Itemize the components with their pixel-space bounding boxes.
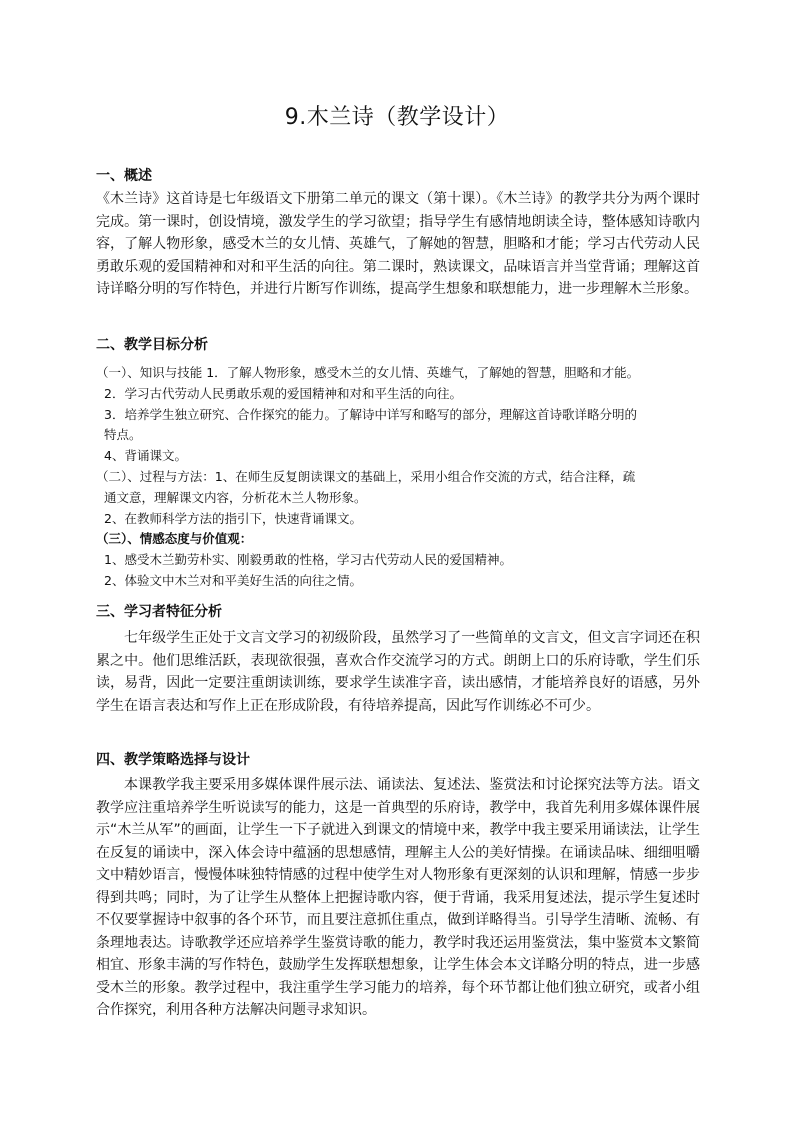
objective-line: 特点。	[104, 427, 142, 443]
objective-line: 4、背诵课文。	[104, 448, 187, 464]
objective-line: 1、感受木兰勤劳朴实、刚毅勇敢的性格，学习古代劳动人民的爱国精神。	[104, 552, 512, 568]
objective-line: 2．学习古代劳动人民勇敢乐观的爱国精神和对和平生活的向往。	[104, 385, 462, 401]
section-heading-strategy: 四、教学策略选择与设计	[96, 752, 250, 768]
section-heading-learners: 三、学习者特征分析	[96, 604, 222, 620]
objective-line: 3．培养学生独立研究、合作探究的能力。了解诗中详写和略写的部分，理解这首诗歌详略分明的	[104, 406, 637, 422]
objective-line: 2、体验文中木兰对和平美好生活的向往之情。	[104, 572, 362, 588]
section-heading-objectives: 二、教学目标分析	[96, 337, 208, 353]
section-body-learners: 七年级学生正处于文言文学习的初级阶段，虽然学习了一些简单的文言文，但文言字词还在积累之中。他们思维活跃，表现欲很强，喜欢合作交流学习的方式。朗朗上口的乐府诗歌，学生们乐读，易背，因此一定要注重朗读训练，要求学生读准字音，读出感情，才能培养良好的语感，另外学生在语言表达和写作上正在形成阶段，有待培养提高，因此写作训练必不可少。	[96, 630, 700, 714]
document-title: 9.木兰诗（教学设计）	[284, 105, 510, 130]
section-heading-overview: 一、概述	[96, 168, 152, 184]
section-body-overview: 《木兰诗》这首诗是七年级语文下册第二单元的课文（第十课）。《木兰诗》的教学共分为两个课时完成。第一课时，创设情境，激发学生的学习欲望；指导学生有感情地朗读全诗，整体感知诗歌内容，了解人物形象，感受木兰的女儿情、英雄气，了解她的智慧，胆略和才能；学习古代劳动人民勇敢乐观的爱国精神和对和平生活的向往。第二课时，熟读课文，品味语言并当堂背诵；理解这首诗详略分明的写作特色，并进行片断写作训练，提高学生想象和联想能力，进一步理解木兰形象。	[96, 191, 700, 297]
section-body-objectives	[96, 363, 700, 592]
objective-line: 2、在教师科学方法的指引下，快速背诵课文。	[104, 510, 362, 526]
section-body-strategy: 本课教学我主要采用多媒体课件展示法、诵读法、复述法、鉴赏法和讨论探究法等方法。语文教学应注重培养学生听说读写的能力，这是一首典型的乐府诗，教学中，我首先利用多媒体课件展示“木兰从军”的画面，让学生一下子就进入到课文的情境中来，教学中我主要采用诵读法，让学生在反复的诵读中，深入体会诗中蕴涵的思想感情，理解主人公的美好情操。在诵读品味、细细咀嚼文中精妙语言，慢慢体味独特情感的过程中使学生对人物形象有更深刻的认识和理解，情感一步步得到共鸣；同时，为了让学生从整体上把握诗歌内容，便于背诵，我采用复述法，提示学生复述时不仅要掌握诗中叙事的各个环节，而且要注意抓住重点，做到详略得当。引导学生清晰、流畅、有条理地表达。诗歌教学还应培养学生鉴赏诗歌的能力，教学时我还运用鉴赏法，集中鉴赏本文繁简相宜、形象丰满的写作特色，鼓励学生发挥联想想象，让学生体会本文详略分明的特点，进一步感受木兰的形象。教学过程中，我注重学生学习能力的培养，每个环节都让他们独立研究，或者小组合作探究，利用各种方法解决问题寻求知识。	[96, 777, 700, 1018]
objective-line: 通文意，理解课文内容，分析花木兰人物形象。	[104, 489, 367, 505]
objective-line: （一）、知识与技能 1．了解人物形象，感受木兰的女儿情、英雄气，了解她的智慧，胆略和才能。	[96, 365, 640, 380]
objective-line: （三）、情感态度与价值观：	[96, 531, 253, 547]
objective-line: （二）、过程与方法：1、在师生反复朗读课文的基础上，采用小组合作交流的方式，结合注释，疏	[96, 468, 636, 484]
